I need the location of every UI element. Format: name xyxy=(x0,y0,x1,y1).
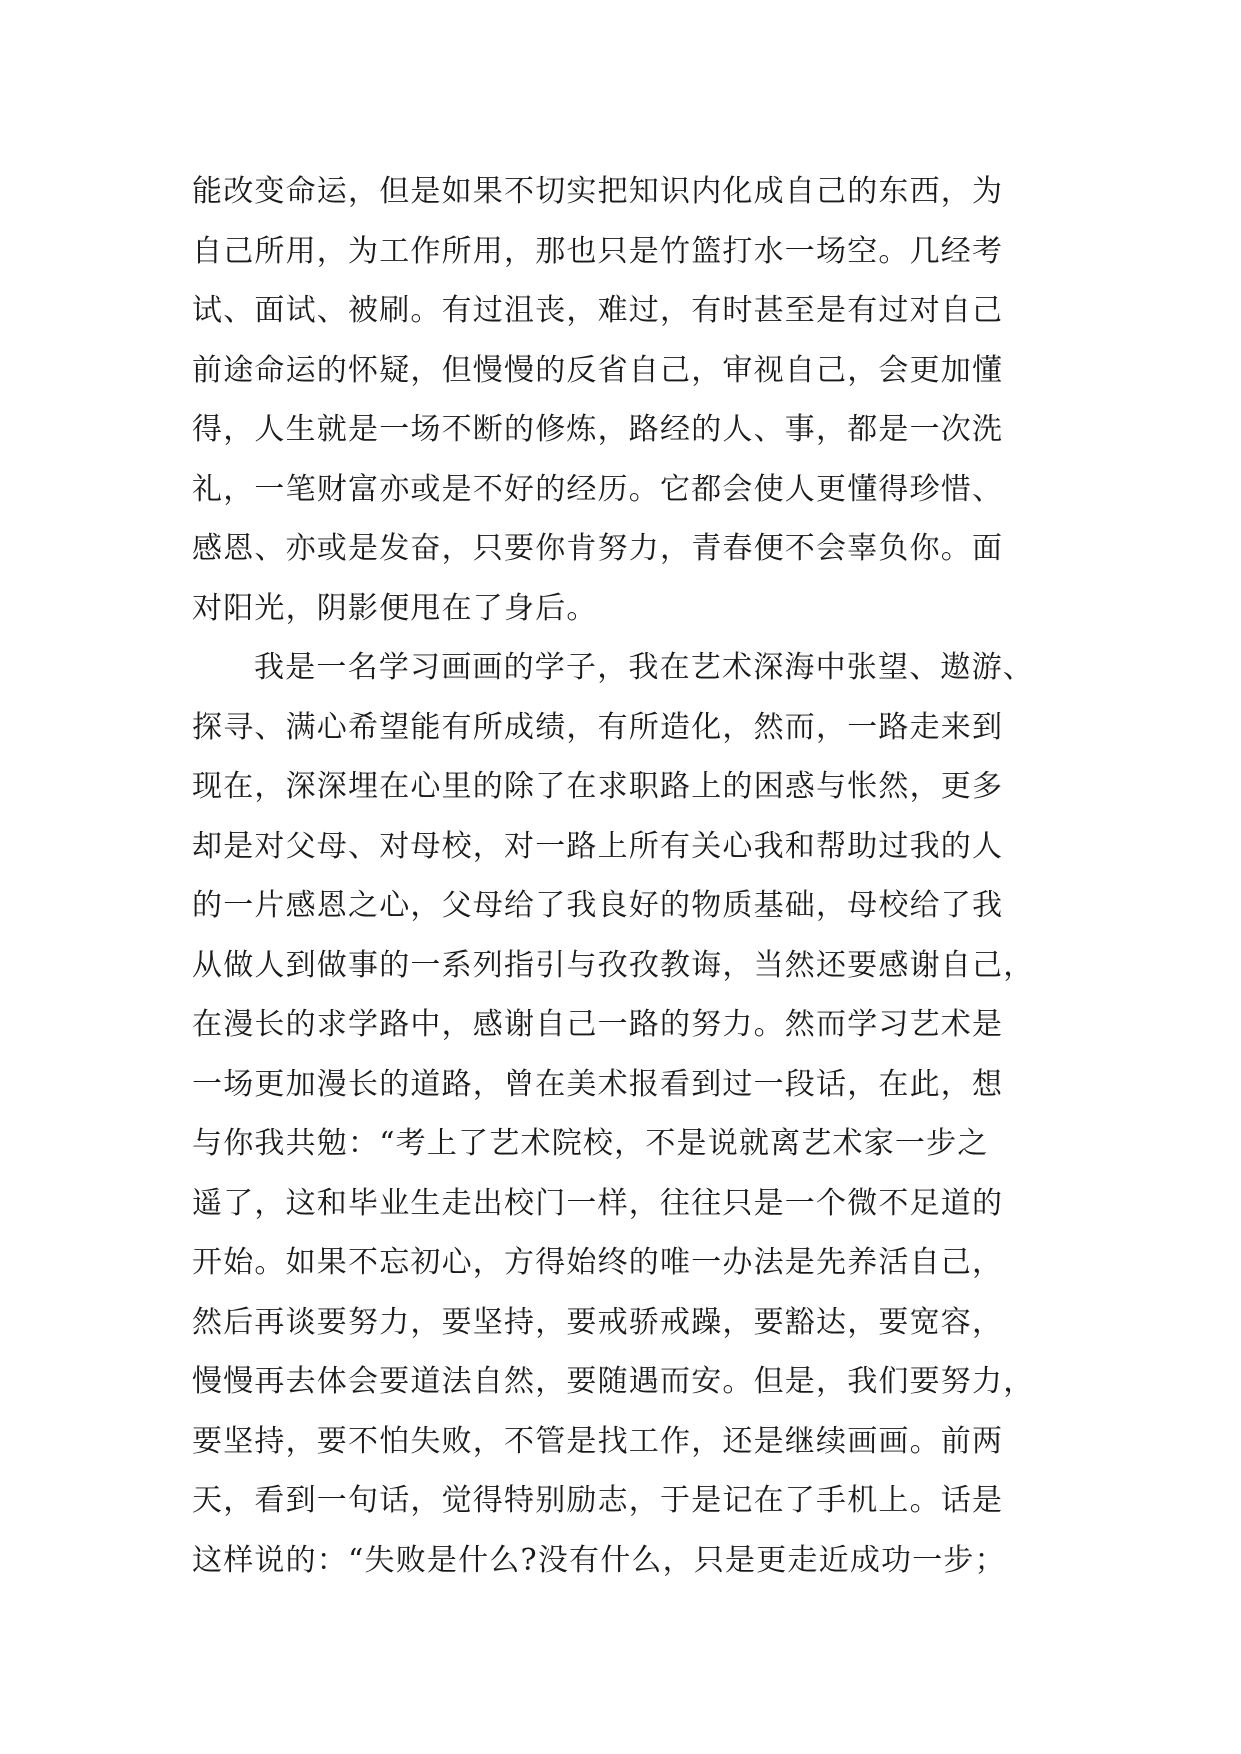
text-line: 礼，一笔财富亦或是不好的经历。它都会使人更懂得珍惜、 xyxy=(192,471,1004,507)
text-line: 自己所用，为工作所用，那也只是竹篮打水一场空。几经考 xyxy=(192,233,1004,269)
text-line: 从做人到做事的一系列指引与孜孜教诲，当然还要感谢自己， xyxy=(192,947,1035,983)
text-line: 前途命运的怀疑，但慢慢的反省自己，审视自己，会更加懂 xyxy=(192,352,1004,388)
text-line: 得，人生就是一场不断的修炼，路经的人、事，都是一次洗 xyxy=(192,412,1004,447)
text-line: 开始。如果不忘初心，方得始终的唯一办法是先养活自己， xyxy=(192,1245,1004,1280)
text-line: 的一片感恩之心，父母给了我良好的物质基础，母校给了我 xyxy=(192,888,1004,923)
text-line: 一场更加漫长的道路，曾在美术报看到过一段话，在此，想 xyxy=(192,1066,1004,1102)
text-line: 现在，深深埋在心里的除了在求职路上的困惑与怅然，更多 xyxy=(192,769,1004,804)
text-line: 然后再谈要努力，要坚持，要戒骄戒躁，要豁达，要宽容， xyxy=(192,1304,1004,1340)
text-line: 与你我共勉：“考上了艺术院校，不是说就离艺术家一步之 xyxy=(192,1126,989,1161)
paragraph-start-line: 我是一名学习画画的学子，我在艺术深海中张望、遨游、 xyxy=(254,650,1034,685)
text-line: 这样说的：“失败是什么?没有什么，只是更走近成功一步； xyxy=(192,1542,1006,1578)
text-line: 能改变命运，但是如果不切实把知识内化成自己的东西，为 xyxy=(192,174,1004,209)
text-line: 对阳光，阴影便甩在了身后。 xyxy=(192,590,598,626)
text-line: 天，看到一句话，觉得特别励志，于是记在了手机上。话是 xyxy=(192,1483,1004,1518)
text-line: 遥了，这和毕业生走出校门一样，往往只是一个微不足道的 xyxy=(192,1185,1004,1221)
text-line: 慢慢再去体会要道法自然，要随遇而安。但是，我们要努力， xyxy=(192,1364,1035,1399)
text-line: 在漫长的求学路中，感谢自己一路的努力。然而学习艺术是 xyxy=(192,1007,1004,1042)
text-line: 探寻、满心希望能有所成绩，有所造化，然而，一路走来到 xyxy=(192,709,1004,745)
body-text xyxy=(192,162,1052,1590)
text-line: 试、面试、被刷。有过沮丧，难过，有时甚至是有过对自己 xyxy=(192,293,1004,328)
text-line: 要坚持，要不怕失败，不管是找工作，还是继续画画。前两 xyxy=(192,1423,1004,1459)
text-line: 却是对父母、对母校，对一路上所有关心我和帮助过我的人 xyxy=(192,828,1004,864)
text-line: 感恩、亦或是发奋，只要你肯努力，青春便不会辜负你。面 xyxy=(192,531,1004,566)
